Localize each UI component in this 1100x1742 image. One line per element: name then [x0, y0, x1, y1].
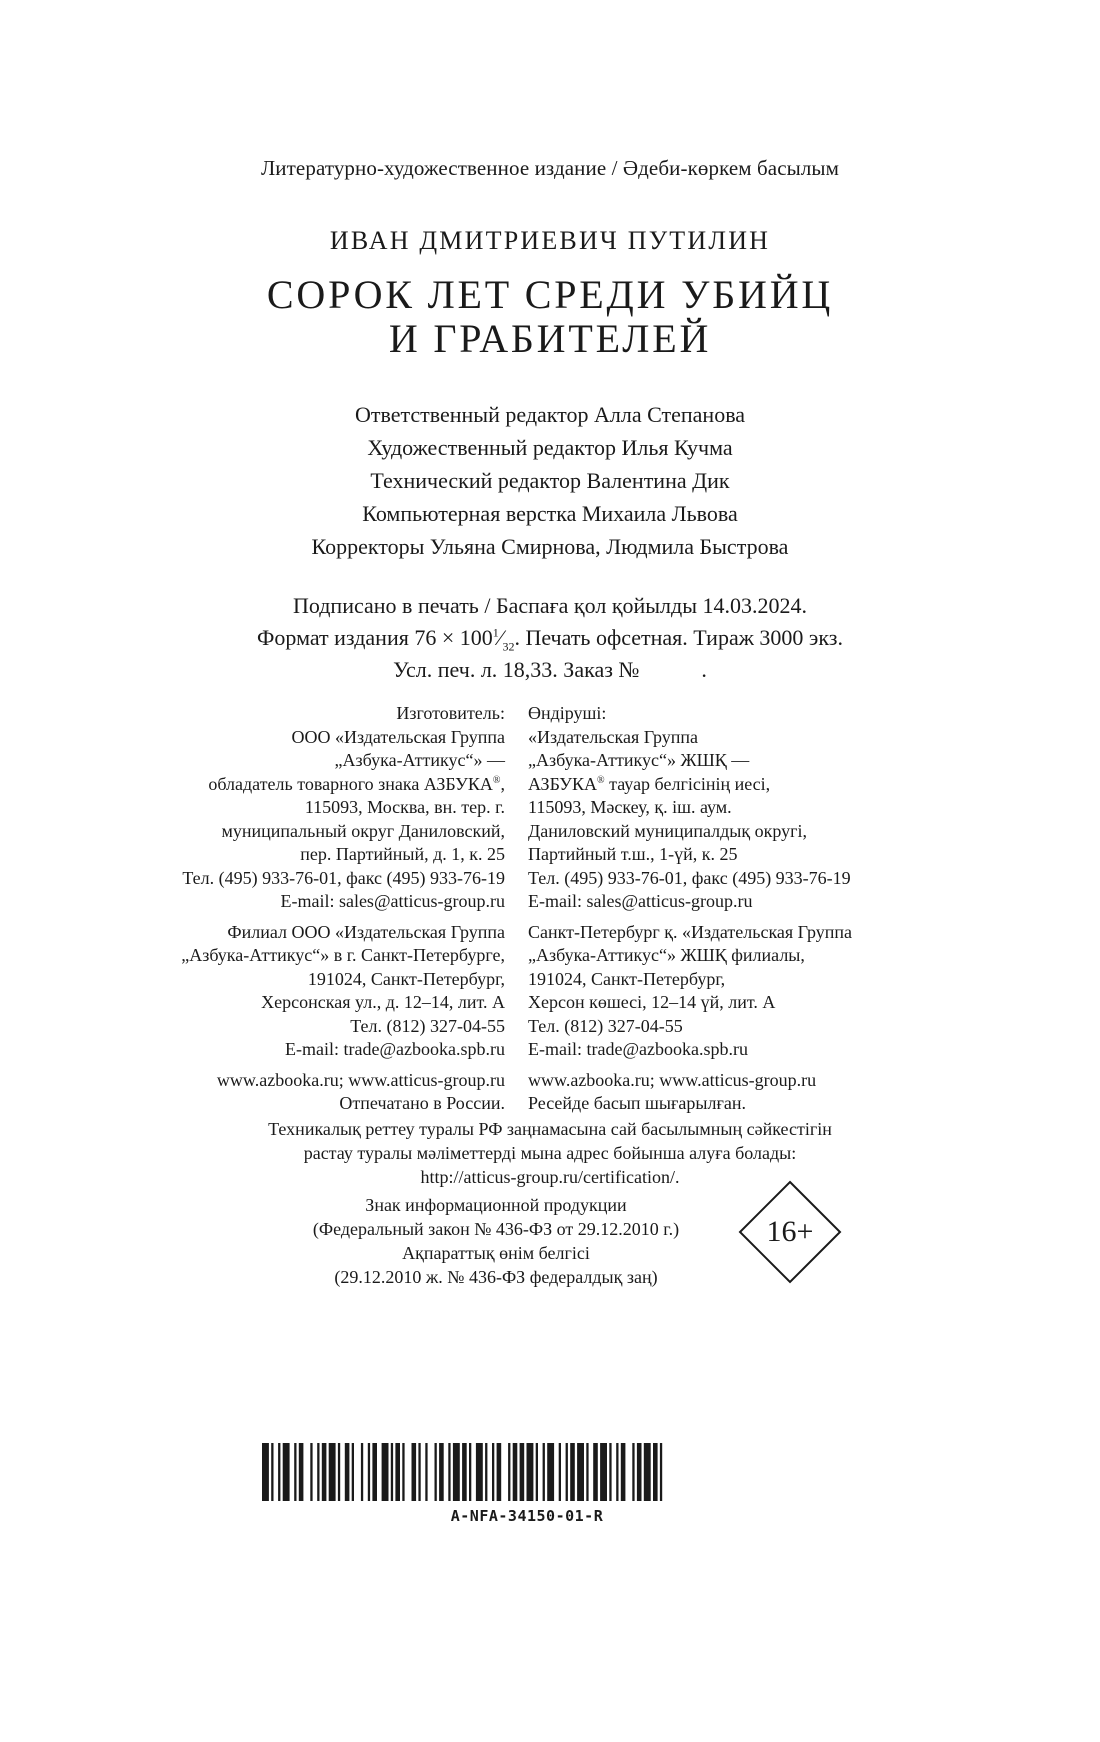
information-product-sign	[262, 1193, 730, 1289]
branch-line: „Азбука-Аттикус“» в г. Санкт-Петербурге,	[181, 945, 505, 965]
barcode-bar	[586, 1443, 588, 1501]
branch-line: Херсон көшесі, 12–14 үй, лит. А	[528, 992, 776, 1012]
barcode-bar	[391, 1443, 393, 1501]
barcode-bar	[338, 1443, 340, 1501]
barcode-bar	[536, 1443, 538, 1501]
barcode-bar	[283, 1443, 290, 1501]
format-fraction-numerator: 1	[492, 625, 499, 640]
barcode-bar	[492, 1443, 494, 1501]
trademark-suffix: ,	[500, 773, 505, 794]
barcode-bar	[453, 1443, 460, 1501]
manufacturer-line	[0, 773, 505, 797]
manufacturer-line: муниципальный округ Даниловский,	[221, 820, 505, 841]
barcode-bar	[485, 1443, 487, 1501]
barcode-bar	[439, 1443, 444, 1501]
manufacturer-line	[528, 773, 1088, 797]
barcode-bar	[593, 1443, 598, 1501]
barcode-bar	[513, 1443, 518, 1501]
credit-line: Художественный редактор Илья Кучма	[367, 435, 733, 460]
manufacturer-line: Партийный т.ш., 1-үй, к. 25	[528, 844, 738, 864]
barcode-bar	[527, 1443, 534, 1501]
barcode-bar	[497, 1443, 502, 1501]
barcode-bar	[660, 1443, 662, 1501]
barcode-bar	[425, 1443, 427, 1501]
barcode-bar	[402, 1443, 404, 1501]
trademark-suffix: тауар белгісінің иесі,	[604, 773, 771, 794]
barcode-bar	[361, 1443, 363, 1501]
manufacturer-line: „Азбука-Аттикус“» —	[334, 750, 505, 770]
barcode-bar	[317, 1443, 319, 1501]
barcode-bar	[570, 1443, 575, 1501]
barcode-bar	[382, 1443, 389, 1501]
websites: www.azbooka.ru; www.atticus-group.ru	[216, 1069, 505, 1090]
barcode-bar	[395, 1443, 400, 1501]
barcode-bar	[469, 1443, 471, 1501]
format-fraction-denominator: 32	[502, 639, 515, 654]
manufacturer-label: Өндіруші:	[528, 703, 607, 723]
barcode-bar	[262, 1443, 269, 1501]
info-sign-line: (Федеральный закон № 436-ФЗ от 29.12.2010 г.)	[312, 1219, 680, 1239]
barcode-bar	[372, 1443, 377, 1501]
branch-email: E-mail: trade@azbooka.spb.ru	[528, 1039, 748, 1059]
branch-line: 191024, Санкт-Петербург,	[528, 968, 726, 989]
barcode-bar	[368, 1443, 370, 1501]
edition-type: Литературно-художественное издание / Әдеби-көркем басылым	[260, 156, 840, 180]
barcode-bar	[278, 1443, 280, 1501]
manufacturer-label: Изготовитель:	[396, 703, 505, 723]
manufacturer-phone: Тел. (495) 933-76-01, факс (495) 933-76-19	[182, 867, 505, 888]
barcode-bar	[566, 1443, 568, 1501]
manufacturer-line: пер. Партийный, д. 1, к. 25	[300, 844, 505, 864]
barcode-bar	[271, 1443, 273, 1501]
technical-regulation-notice	[0, 1117, 1100, 1189]
manufacturer-line: 115093, Москва, вн. тер. г.	[304, 797, 505, 817]
registered-mark: ®	[492, 774, 501, 786]
credit-line: Технический редактор Валентина Дик	[370, 468, 730, 493]
format-suffix: . Печать офсетная. Тираж 3000 экз.	[514, 625, 843, 650]
manufacturer-line: „Азбука-Аттикус“» ЖШҚ —	[528, 750, 750, 770]
branch-line: Херсонская ул., д. 12–14, лит. А	[261, 992, 505, 1012]
format-fraction-slash: ⁄	[498, 625, 503, 650]
branch-line: „Азбука-Аттикус“» ЖШҚ филиалы,	[528, 945, 805, 965]
manufacturer-phone: Тел. (495) 933-76-01, факс (495) 933-76-19	[528, 867, 851, 888]
barcode-bar	[508, 1443, 510, 1501]
publisher-details-kz	[528, 702, 1088, 1116]
barcode-bar	[462, 1443, 467, 1501]
manufacturer-email: E-mail: sales@atticus-group.ru	[528, 891, 753, 911]
print-format	[0, 622, 1100, 654]
book-title-line-2: И ГРАБИТЕЛЕЙ	[388, 316, 712, 361]
barcode-bar	[653, 1443, 658, 1501]
print-info	[0, 590, 1100, 686]
age-rating-badge	[738, 1180, 842, 1284]
editorial-credits	[0, 398, 1100, 563]
branch-line: Санкт-Петербург қ. «Издательская Группа	[528, 921, 852, 942]
certification-url: http://atticus-group.ru/certification/.	[420, 1167, 680, 1187]
registered-mark: ®	[597, 774, 605, 786]
barcode-bar	[448, 1443, 450, 1501]
manufacturer-line: Даниловский муниципалдық округі,	[528, 820, 807, 841]
barcode-bar	[345, 1443, 350, 1501]
trademark-text: обладатель товарного знака АЗБУКА	[208, 773, 493, 794]
barcode-bar	[329, 1443, 336, 1501]
branch-line: Филиал ООО «Издательская Группа	[227, 921, 505, 942]
barcode-bar	[299, 1443, 304, 1501]
trademark-text: АЗБУКА	[528, 773, 598, 794]
barcode-bar	[322, 1443, 327, 1501]
manufacturer-email: E-mail: sales@atticus-group.ru	[280, 891, 505, 911]
printed-in: Отпечатано в России.	[339, 1093, 505, 1113]
branch-email: E-mail: trade@azbooka.spb.ru	[285, 1039, 505, 1059]
barcode-text: A-NFA-34150-01-R	[450, 1507, 604, 1525]
tech-reg-line: растау туралы мәліметтерді мына адрес бойынша алуға болады:	[303, 1143, 797, 1163]
branch-phone: Тел. (812) 327-04-55	[350, 1015, 505, 1036]
manufacturer-line: «Издательская Группа	[528, 726, 699, 747]
barcode-bar	[543, 1443, 545, 1501]
book-author: ИВАН ДМИТРИЕВИЧ ПУТИЛИН	[329, 226, 771, 255]
signed-for-print: Подписано в печать / Баспаға қол қойылды 14.03.2024.	[292, 593, 808, 618]
barcode-bar	[644, 1443, 651, 1501]
info-sign-line: (29.12.2010 ж. № 436-ФЗ федералдық заң)	[334, 1267, 658, 1287]
info-sign-line: Знак информационной продукции	[365, 1195, 627, 1215]
branch-phone: Тел. (812) 327-04-55	[528, 1015, 683, 1036]
manufacturer-line: 115093, Мәскеу, қ. іш. аум.	[528, 797, 732, 817]
barcode-bar	[600, 1443, 607, 1501]
barcode-icon	[262, 1443, 792, 1501]
barcode-bar	[547, 1443, 554, 1501]
barcode-bar	[637, 1443, 642, 1501]
credit-line: Компьютерная верстка Михаила Львова	[362, 501, 738, 526]
age-rating: 16+	[766, 1215, 814, 1248]
credit-line: Ответственный редактор Алла Степанова	[354, 402, 746, 427]
barcode-bar	[294, 1443, 296, 1501]
publisher-details-ru	[0, 702, 505, 1116]
sheets-end: .	[701, 657, 707, 682]
info-sign-line: Ақпараттық өнім белгісі	[402, 1243, 590, 1263]
barcode-bar	[520, 1443, 525, 1501]
barcode-bar	[476, 1443, 483, 1501]
manufacturer-line: ООО «Издательская Группа	[291, 726, 505, 747]
tech-reg-line: Техникалық реттеу туралы РФ заңнамасына сай басылымның сәйкестігін	[268, 1119, 832, 1139]
barcode-bar	[632, 1443, 634, 1501]
branch-line: 191024, Санкт-Петербург,	[307, 968, 505, 989]
credit-line: Корректоры Ульяна Смирнова, Людмила Быстрова	[311, 534, 789, 559]
book-title-line-1: СОРОК ЛЕТ СРЕДИ УБИЙЦ	[266, 272, 834, 317]
barcode-bar	[418, 1443, 420, 1501]
printed-in: Ресейде басып шығарылған.	[528, 1093, 746, 1113]
barcode-bar	[577, 1443, 584, 1501]
format-prefix: Формат издания 76 × 100	[257, 625, 493, 650]
barcode-bar	[412, 1443, 417, 1501]
barcode-bar	[616, 1443, 618, 1501]
barcode-bar	[352, 1443, 354, 1501]
barcode-bar	[310, 1443, 312, 1501]
barcode-bar	[609, 1443, 611, 1501]
websites: www.azbooka.ru; www.atticus-group.ru	[528, 1069, 817, 1090]
barcode-bar	[435, 1443, 437, 1501]
sheets-text: Усл. печ. л. 18,33. Заказ №	[393, 657, 640, 682]
barcode-bar	[621, 1443, 626, 1501]
print-sheets	[0, 654, 1100, 686]
barcode-bar	[559, 1443, 561, 1501]
